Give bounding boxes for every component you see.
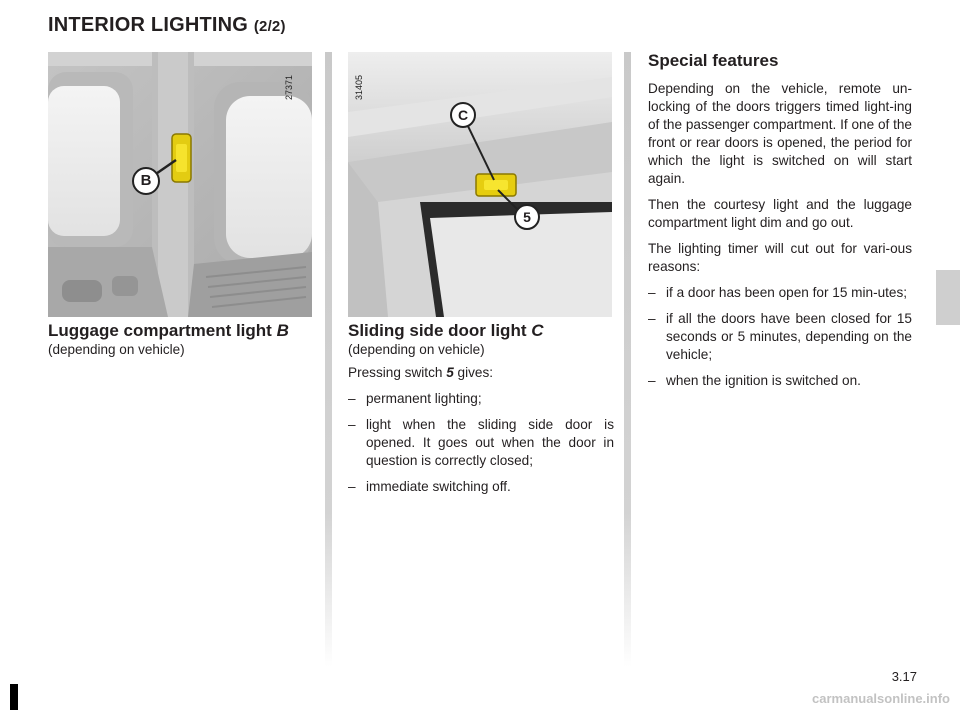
luggage-light-letter: B xyxy=(276,321,289,340)
sliding-door-light-subcaption: (depending on vehicle) xyxy=(348,342,485,357)
column-divider-left xyxy=(325,52,332,667)
sliding-door-instructions xyxy=(348,364,614,504)
page-title-suffix: (2/2) xyxy=(253,18,286,35)
sliding-door-photo xyxy=(348,52,612,317)
switch-option: – light when the sliding side door is opened. It goes out when the door in question is correctly closed; xyxy=(348,416,614,470)
switch-option: – immediate switching off. xyxy=(348,478,614,496)
corner-crop-mark xyxy=(10,684,18,710)
callout-b: B xyxy=(132,167,160,195)
watermark: carmanualsonline.info xyxy=(812,691,950,706)
sliding-door-light-caption: Sliding side door light C xyxy=(348,321,544,340)
sliding-door-illustration xyxy=(348,52,612,317)
callout-c: C xyxy=(450,102,476,128)
switch-option: – permanent lighting; xyxy=(348,390,614,408)
page-number: 3.17 xyxy=(891,669,917,684)
timer-cutout-reason: – if all the doors have been closed for 15 seconds or 5 minutes, depending on the vehicle; xyxy=(648,310,912,364)
luggage-light-subcaption: (depending on vehicle) xyxy=(48,342,185,357)
special-features-heading: Special features xyxy=(648,51,779,70)
section-edge-tab xyxy=(936,270,960,325)
special-features-paragraph: The lighting timer will cut out for vari-ous reasons: xyxy=(648,241,912,274)
timer-cutout-list xyxy=(648,284,912,390)
timer-cutout-reason: – if a door has been open for 15 min-utes; xyxy=(648,284,912,302)
special-features-text xyxy=(648,80,912,398)
sliding-door-light-letter: C xyxy=(531,321,544,340)
special-features-paragraph: Then the courtesy light and the luggage compartment light dim and go out. xyxy=(648,197,912,230)
special-features-paragraph: Depending on the vehicle, remote un-locking of the doors triggers timed light-ing of the passenger compartment. If one of the front or rear doors is opened, the period for which the light is switched on will start again. xyxy=(648,81,912,186)
page-title: INTERIOR LIGHTING (2/2) xyxy=(48,14,286,36)
luggage-light-caption: Luggage compartment light B xyxy=(48,321,289,340)
switch-options-list xyxy=(348,390,614,496)
callout-5: 5 xyxy=(514,204,540,230)
image-ref-middle: 31405 xyxy=(354,74,364,100)
switch-number: 5 xyxy=(446,365,454,380)
column-divider-right xyxy=(624,52,631,667)
image-ref-left: 27371 xyxy=(284,74,294,100)
timer-cutout-reason: – when the ignition is switched on. xyxy=(648,372,912,390)
luggage-compartment-photo xyxy=(48,52,312,317)
switch-intro: Pressing switch 5 gives: xyxy=(348,365,494,380)
luggage-compartment-illustration xyxy=(48,52,312,317)
